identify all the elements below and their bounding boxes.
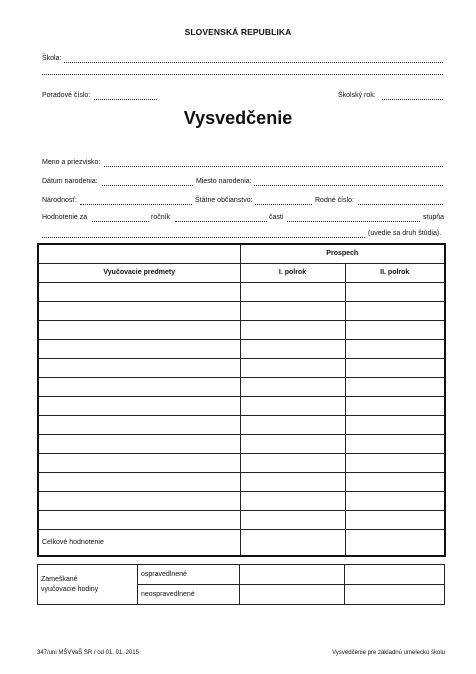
school-label: Škola: [42, 55, 62, 62]
birth-date-label: Dátum narodenia: [42, 178, 98, 185]
blank-header-cell [38, 244, 240, 263]
term2-cell[interactable] [345, 453, 445, 472]
subject-cell[interactable] [38, 377, 240, 396]
subject-cell[interactable] [38, 282, 240, 301]
subject-cell[interactable] [38, 396, 240, 415]
term1-header: I. polrok [240, 263, 345, 282]
term2-cell[interactable] [345, 396, 445, 415]
term1-cell[interactable] [240, 358, 345, 377]
study-type-field[interactable] [42, 237, 365, 238]
term1-cell[interactable] [240, 472, 345, 491]
study-type-note: (uvedie sa druh štúdia). [368, 230, 442, 237]
birth-place-label: Miesto narodenia: [196, 178, 252, 185]
term2-cell[interactable] [345, 491, 445, 510]
subject-cell[interactable] [38, 453, 240, 472]
serial-number-field[interactable] [94, 99, 157, 100]
birth-place-field[interactable] [254, 185, 443, 186]
total-row [38, 529, 445, 556]
subject-cell[interactable] [38, 472, 240, 491]
name-label: Meno a priezvisko: [42, 159, 101, 166]
school-field[interactable] [64, 62, 443, 63]
term2-cell[interactable] [345, 358, 445, 377]
excused-label: ospravedlnené [138, 565, 240, 585]
form-code: 347/uni MŠVVaŠ SR / od 01. 01. 2015 [37, 650, 139, 656]
subject-cell[interactable] [38, 358, 240, 377]
subject-cell[interactable] [38, 339, 240, 358]
missed-hours-label: Zameškané vyučovacie hodiny [38, 565, 138, 605]
term1-cell[interactable] [240, 491, 345, 510]
excused-term1-cell[interactable] [240, 565, 345, 585]
subject-row [38, 320, 445, 339]
prospech-header: Prospech [240, 244, 445, 263]
subject-row [38, 491, 445, 510]
country-title: SLOVENSKÁ REPUBLIKA [184, 27, 292, 37]
term1-cell[interactable] [240, 339, 345, 358]
term1-cell[interactable] [240, 434, 345, 453]
total-term1-cell[interactable] [240, 529, 345, 556]
absences-table [37, 564, 445, 605]
nationality-label: Národnosť: [42, 197, 77, 204]
birth-number-label: Rodné číslo: [315, 197, 354, 204]
school-field-line2[interactable] [42, 74, 443, 75]
term2-cell[interactable] [345, 434, 445, 453]
subject-row [38, 415, 445, 434]
subject-row [38, 434, 445, 453]
term1-cell[interactable] [240, 320, 345, 339]
total-term2-cell[interactable] [345, 529, 445, 556]
term1-cell[interactable] [240, 282, 345, 301]
subject-cell[interactable] [38, 434, 240, 453]
unexcused-term1-cell[interactable] [240, 585, 345, 605]
subject-cell[interactable] [38, 320, 240, 339]
form-description: Vysvedčenie pre základnú umeleckú školu [332, 650, 445, 656]
term2-header: II. polrok [345, 263, 445, 282]
part-label: časti [269, 214, 284, 221]
evaluation-label: Hodnotenie za [42, 214, 88, 221]
term1-cell[interactable] [240, 396, 345, 415]
subject-row [38, 510, 445, 529]
subject-row [38, 472, 445, 491]
term2-cell[interactable] [345, 301, 445, 320]
term1-cell[interactable] [240, 377, 345, 396]
subject-cell[interactable] [38, 491, 240, 510]
subject-row [38, 301, 445, 320]
unexcused-label: neospravedlnené [138, 585, 240, 605]
subjects-header: Vyučovacie predmety [38, 263, 240, 282]
subject-row [38, 358, 445, 377]
grade-field[interactable] [175, 221, 267, 222]
name-field[interactable] [104, 166, 443, 167]
school-year-field[interactable] [382, 99, 443, 100]
school-year-label: Školský rok: [338, 92, 376, 99]
part-field[interactable] [287, 221, 420, 222]
document-title: Vysvedčenie [183, 108, 293, 128]
unexcused-term2-cell[interactable] [345, 585, 445, 605]
nationality-field[interactable] [80, 204, 192, 205]
serial-number-label: Poradové číslo: [42, 92, 91, 99]
term2-cell[interactable] [345, 472, 445, 491]
term2-cell[interactable] [345, 415, 445, 434]
term2-cell[interactable] [345, 282, 445, 301]
citizenship-label: Štátne občianstvo: [195, 197, 253, 204]
subject-row [38, 339, 445, 358]
term1-cell[interactable] [240, 510, 345, 529]
birth-number-field[interactable] [358, 204, 443, 205]
citizenship-field[interactable] [255, 204, 312, 205]
term1-cell[interactable] [240, 453, 345, 472]
subject-row [38, 453, 445, 472]
total-label: Celkové hodnotenie [38, 529, 240, 556]
grade-label: ročník [151, 214, 171, 221]
subject-row [38, 377, 445, 396]
subject-cell[interactable] [38, 301, 240, 320]
term1-cell[interactable] [240, 415, 345, 434]
term1-cell[interactable] [240, 301, 345, 320]
term2-cell[interactable] [345, 510, 445, 529]
term2-cell[interactable] [345, 339, 445, 358]
birth-date-field[interactable] [102, 185, 193, 186]
excused-term2-cell[interactable] [345, 565, 445, 585]
subject-row [38, 396, 445, 415]
subject-cell[interactable] [38, 415, 240, 434]
level-label: stupňa [423, 214, 445, 221]
term2-cell[interactable] [345, 377, 445, 396]
term2-cell[interactable] [345, 320, 445, 339]
evaluation-field[interactable] [92, 221, 149, 222]
subject-cell[interactable] [38, 510, 240, 529]
subject-row [38, 282, 445, 301]
grades-table [37, 243, 446, 557]
